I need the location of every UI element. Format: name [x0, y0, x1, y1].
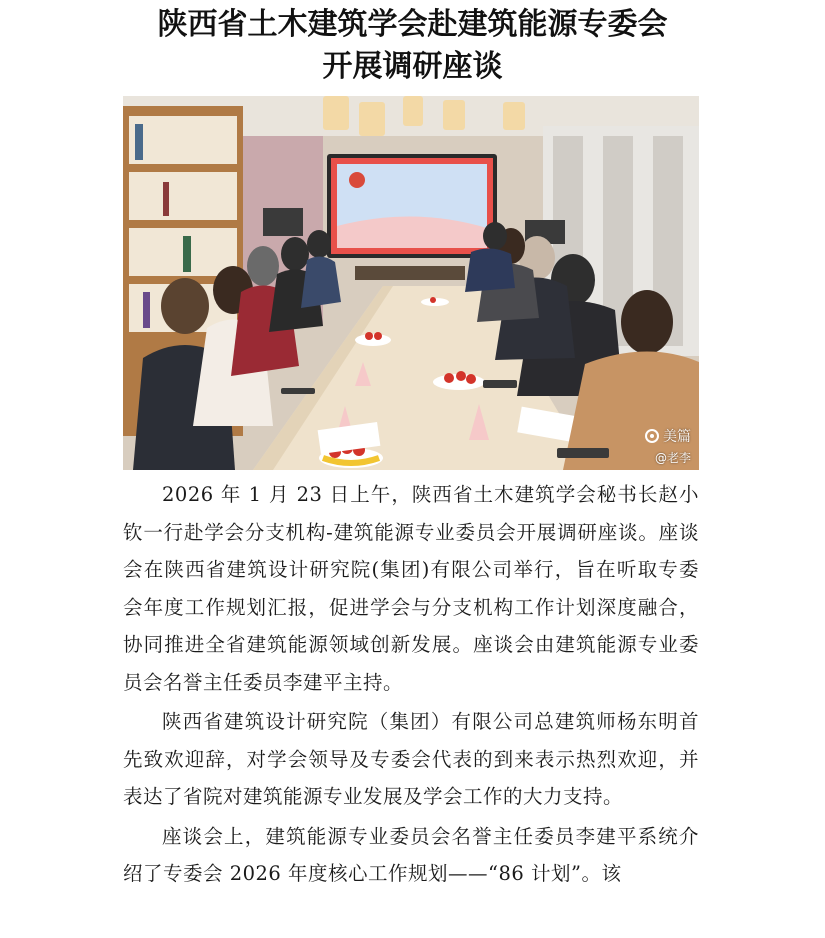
paragraph: 2026 年 1 月 23 日上午，陕西省土木建筑学会秘书长赵小钦一行赴学会分支机构-建筑能源专业委员会开展调研座谈。座谈会在陕西省建筑设计研究院(集团)有限公司举行，旨在听取专委会年度工作规划汇报，促进学会与分支机构工作计划深度融合，协同推进全省建筑能源领域创新发展。座谈会由建筑能源专业委员会名誉主任委员李建平主持。 — [123, 483, 699, 694]
watermark-user: @老李 — [654, 451, 691, 465]
watermark-brand — [645, 426, 691, 446]
meeting-photo-illustration — [123, 96, 699, 470]
meipian-logo-icon — [645, 429, 659, 443]
article-body — [123, 476, 699, 895]
title-line-1: 陕西省土木建筑学会赴建筑能源专委会 — [157, 7, 668, 42]
meeting-photo — [123, 96, 699, 470]
watermark-brand-text: 美篇 — [663, 429, 691, 445]
article-title — [0, 4, 825, 88]
paragraph: 陕西省建筑设计研究院（集团）有限公司总建筑师杨东明首先致欢迎辞，对学会领导及专委会代表的到来表示热烈欢迎，并表达了省院对建筑能源专业发展及学会工作的大力支持。 — [123, 710, 699, 808]
paragraph: 座谈会上，建筑能源专业委员会名誉主任委员李建平系统介绍了专委会 2026 年度核心工作规划——“86 计划”。该 — [123, 824, 699, 885]
title-line-2: 开展调研座谈 — [322, 49, 503, 84]
